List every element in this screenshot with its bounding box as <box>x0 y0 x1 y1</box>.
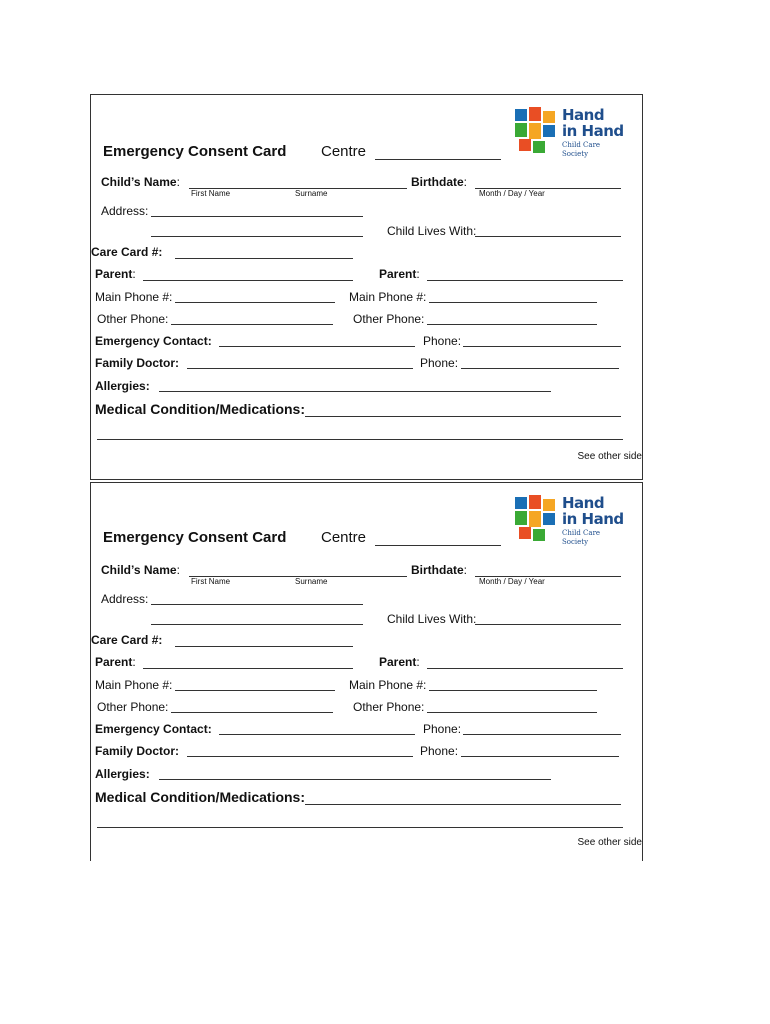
parent-label-2: Parent: <box>379 267 420 281</box>
family-doctor-label: Family Doctor: <box>95 356 180 370</box>
family-doctor-field[interactable] <box>187 756 413 757</box>
card-title: Emergency Consent Card <box>103 529 287 546</box>
medical-conditions-label: Medical Condition/Medications: <box>95 789 306 805</box>
parent-field-1[interactable] <box>143 668 353 669</box>
other-phone-field-1[interactable] <box>171 324 333 325</box>
main-phone-field-1[interactable] <box>175 690 335 691</box>
see-other-side-note: See other side <box>577 837 642 848</box>
doctor-phone-label: Phone: <box>420 356 459 370</box>
emergency-contact-field[interactable] <box>219 734 415 735</box>
birthdate-label: Birthdate: <box>411 175 468 189</box>
logo-text-in-hand: in Hand <box>562 122 624 140</box>
care-card-field[interactable] <box>175 646 353 647</box>
emergency-contact-label: Emergency Contact: <box>95 722 212 736</box>
family-doctor-label: Family Doctor: <box>95 744 180 758</box>
hand-in-hand-logo <box>515 106 625 158</box>
centre-field[interactable] <box>375 545 501 546</box>
allergies-label: Allergies: <box>95 767 150 781</box>
family-doctor-field[interactable] <box>187 368 413 369</box>
surname-hint: Surname <box>295 577 328 586</box>
allergies-label: Allergies: <box>95 379 150 393</box>
child-lives-with-field[interactable] <box>475 236 621 237</box>
logo-text-hand: Hand <box>562 106 605 124</box>
hand-cross-logo-icon <box>515 107 557 155</box>
parent-label-2: Parent: <box>379 655 420 669</box>
main-phone-field-2[interactable] <box>429 302 597 303</box>
parent-label-1: Parent: <box>95 267 136 281</box>
main-phone-field-2[interactable] <box>429 690 597 691</box>
emergency-contact-label: Emergency Contact: <box>95 334 212 348</box>
birthdate-label: Birthdate: <box>411 563 468 577</box>
first-name-hint: First Name <box>191 189 231 198</box>
medical-field-2[interactable] <box>97 827 623 828</box>
emergency-phone-label: Phone: <box>423 334 462 348</box>
other-phone-label-1: Other Phone: <box>97 312 169 326</box>
medical-field-1[interactable] <box>305 416 621 417</box>
other-phone-field-2[interactable] <box>427 324 597 325</box>
main-phone-label-1: Main Phone #: <box>95 678 173 692</box>
childs-name-label: Child’s Name: <box>101 175 180 189</box>
emergency-contact-field[interactable] <box>219 346 415 347</box>
main-phone-field-1[interactable] <box>175 302 335 303</box>
address-field-1[interactable] <box>151 604 363 605</box>
parent-field-2[interactable] <box>427 668 623 669</box>
logo-subtitle: Child Care Society <box>562 141 601 158</box>
child-lives-with-field[interactable] <box>475 624 621 625</box>
parent-field-1[interactable] <box>143 280 353 281</box>
logo-text-hand: Hand <box>562 494 605 512</box>
care-card-label: Care Card #: <box>91 245 163 259</box>
emergency-phone-label: Phone: <box>423 722 462 736</box>
surname-hint: Surname <box>295 189 328 198</box>
other-phone-label-1: Other Phone: <box>97 700 169 714</box>
emergency-consent-card-2 <box>90 482 643 861</box>
address-field-2[interactable] <box>151 236 363 237</box>
address-field-1[interactable] <box>151 216 363 217</box>
other-phone-field-2[interactable] <box>427 712 597 713</box>
emergency-phone-field[interactable] <box>463 734 621 735</box>
medical-field-2[interactable] <box>97 439 623 440</box>
allergies-field[interactable] <box>159 391 551 392</box>
allergies-field[interactable] <box>159 779 551 780</box>
parent-label-1: Parent: <box>95 655 136 669</box>
card-title: Emergency Consent Card <box>103 143 287 160</box>
see-other-side-note: See other side <box>577 451 642 462</box>
childs-name-label: Child’s Name: <box>101 563 180 577</box>
child-lives-with-label: Child Lives With: <box>387 224 477 238</box>
main-phone-label-2: Main Phone #: <box>349 290 427 304</box>
centre-field[interactable] <box>375 159 501 160</box>
care-card-label: Care Card #: <box>91 633 163 647</box>
other-phone-field-1[interactable] <box>171 712 333 713</box>
address-field-2[interactable] <box>151 624 363 625</box>
emergency-consent-card-1 <box>90 94 643 480</box>
logo-subtitle: Child Care Society <box>562 529 601 546</box>
care-card-field[interactable] <box>175 258 353 259</box>
first-name-hint: First Name <box>191 577 231 586</box>
parent-field-2[interactable] <box>427 280 623 281</box>
main-phone-label-2: Main Phone #: <box>349 678 427 692</box>
doctor-phone-field[interactable] <box>461 756 619 757</box>
child-lives-with-label: Child Lives With: <box>387 612 477 626</box>
other-phone-label-2: Other Phone: <box>353 700 425 714</box>
doctor-phone-field[interactable] <box>461 368 619 369</box>
date-hint: Month / Day / Year <box>479 577 545 586</box>
logo-text-in-hand: in Hand <box>562 510 624 528</box>
hand-cross-logo-icon <box>515 495 557 543</box>
hand-in-hand-logo <box>515 494 625 546</box>
date-hint: Month / Day / Year <box>479 189 545 198</box>
centre-label: Centre <box>321 529 367 546</box>
address-label: Address: <box>101 592 149 606</box>
main-phone-label-1: Main Phone #: <box>95 290 173 304</box>
medical-field-1[interactable] <box>305 804 621 805</box>
centre-label: Centre <box>321 143 367 160</box>
medical-conditions-label: Medical Condition/Medications: <box>95 401 306 417</box>
doctor-phone-label: Phone: <box>420 744 459 758</box>
address-label: Address: <box>101 204 149 218</box>
other-phone-label-2: Other Phone: <box>353 312 425 326</box>
emergency-phone-field[interactable] <box>463 346 621 347</box>
